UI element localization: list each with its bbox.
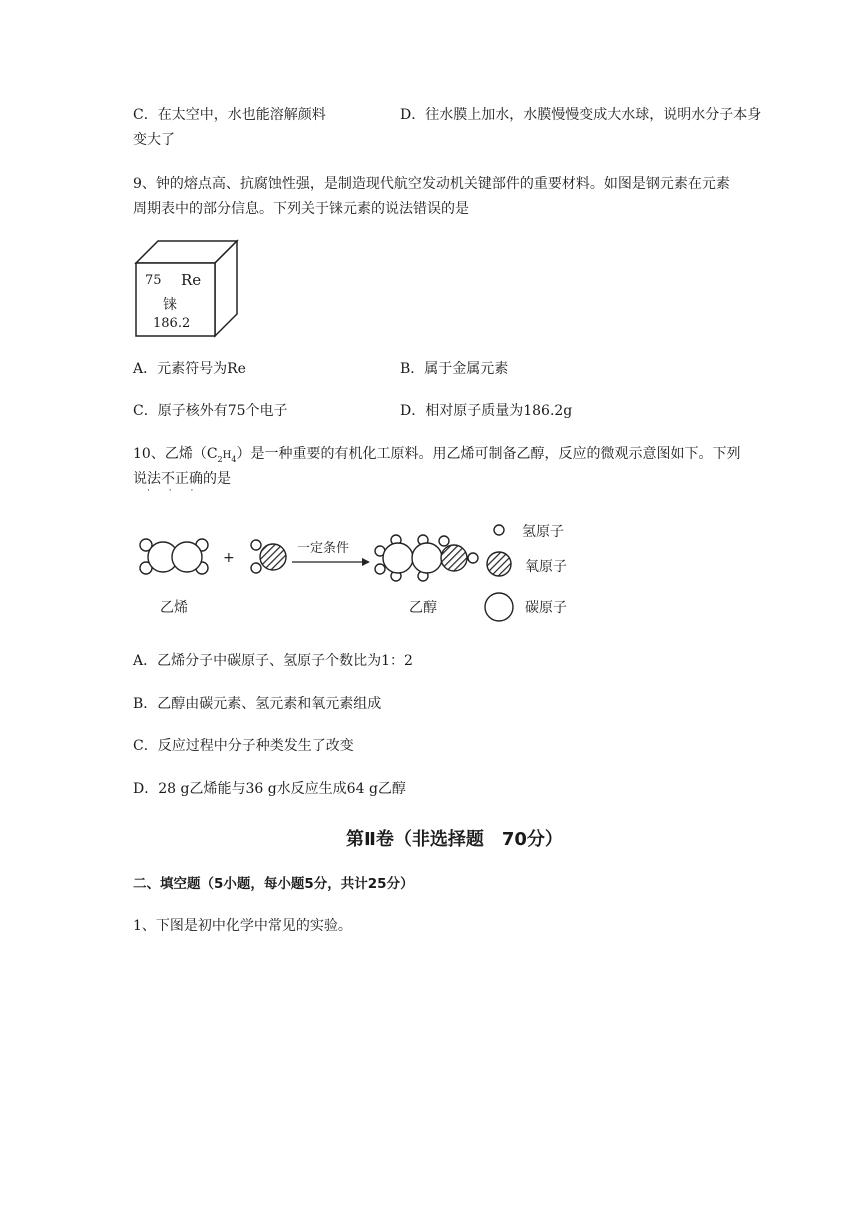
q9-option-b: B．属于金属元素 [400, 361, 509, 377]
q10-option-c: C．反应过程中分子种类发生了改变 [133, 738, 354, 754]
q9-stem-line1: 9、钟的熔点高、抗腐蚀性强，是制造现代航空发动机关键部件的重要材料。如图是钢元素在元素 [133, 176, 730, 192]
section-heading: 二、填空题（5小题，每小题5分，共计25分） [133, 876, 414, 892]
q9-option-c: C．原子核外有75个电子 [133, 403, 288, 419]
part2-title: 第Ⅱ卷（非选择题 70分） [346, 829, 563, 850]
q10-option-a: A．乙烯分子中碳原子、氢原子个数比为1：2 [133, 653, 413, 669]
emphasis-dots: · · · [147, 486, 202, 496]
ethanol-molecule [375, 535, 478, 581]
plus-sign: + [223, 550, 235, 566]
q8-option-d: D．往水膜上加水，水膜慢慢变成大水球，说明水分子本身 [400, 107, 762, 123]
ethylene-label: 乙烯 [160, 600, 188, 616]
part2-q1: 1、下图是初中化学中常见的实验。 [133, 918, 352, 934]
q9-option-d: D．相对原子质量为186.2g [400, 403, 573, 419]
q10-option-d: D．28 g乙烯能与36 g水反应生成64 g乙醇 [133, 781, 406, 797]
q10-option-b: B．乙醇由碳元素、氢元素和氧元素组成 [133, 696, 382, 712]
q9-option-a: A．元素符号为Re [133, 361, 246, 377]
q9-stem-line2: 周期表中的部分信息。下列关于铼元素的说法错误的是 [133, 201, 469, 217]
q10-stem-line1: 10、乙烯$(C_2H_4)$是一种重要的有机化工原料。用乙烯可制备乙醇，反应的微观示意图如下。下列 [133, 446, 741, 464]
element-symbol: Re [181, 271, 202, 289]
ethanol-label: 乙醇 [409, 600, 437, 616]
reaction-condition: 一定条件 [297, 541, 350, 556]
legend-carbon: 碳原子 [525, 600, 567, 616]
ethylene-molecule [140, 539, 208, 574]
element-atomic-number: 75 [145, 273, 162, 288]
element-name: 铼 [163, 297, 177, 313]
legend-symbols [485, 525, 513, 621]
reaction-diagram [130, 512, 590, 624]
q8-option-d-continued: 变大了 [133, 132, 175, 148]
legend-hydrogen: 氢原子 [522, 524, 564, 540]
element-atomic-mass: 186.2 [153, 316, 191, 331]
q8-option-c: C．在太空中，水也能溶解颜料 [133, 107, 326, 123]
q10-stem-line2: 说法不正确的是 [133, 471, 231, 487]
legend-oxygen: 氧原子 [525, 559, 567, 575]
water-molecule [251, 540, 286, 573]
